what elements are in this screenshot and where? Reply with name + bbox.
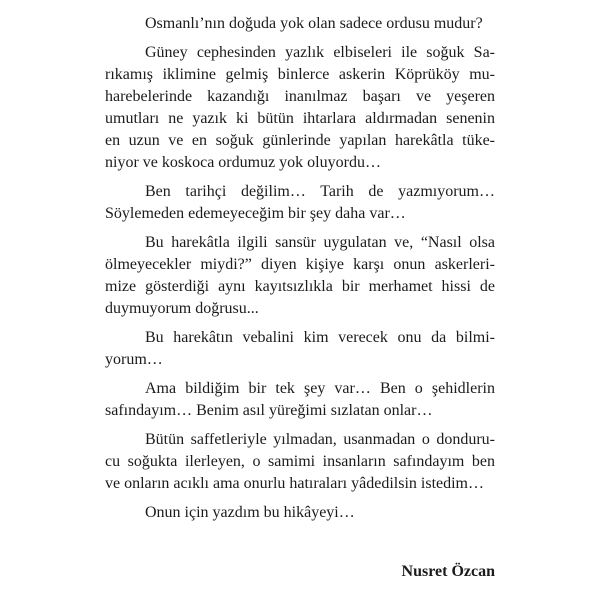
paragraph (105, 502, 495, 524)
text-block (105, 13, 495, 583)
text-line: Söylemeden edemeyeceğim bir şey daha var… (105, 205, 406, 222)
text-line: Ama bildiğim bir tek şey var… Ben o şehidlerin (145, 380, 495, 397)
paragraph (105, 181, 495, 225)
author-signature: Nusret Özcan (401, 563, 495, 580)
paragraph (105, 232, 495, 320)
text-line: cu soğukta ilerleyen, o samimi insanların safındayım ben (105, 453, 495, 470)
text-line: yorum… (105, 351, 163, 368)
text-line: Bu harekâtla ilgili sansür uygulatan ve, “Nasıl olsa (145, 234, 495, 251)
text-line: rıkamış iklimine gelmiş binlerce askerin Köprüköy mu- (105, 66, 495, 83)
text-line: en uzun ve en soğuk günlerinde yapılan harekâtla tüke- (105, 132, 495, 149)
text-line: Bütün saffetleriyle yılmadan, usanmadan o donduru- (145, 431, 495, 448)
text-line: niyor ve koskoca ordumuz yok oluyordu… (105, 154, 381, 171)
text-line: harebelerinde kazandığı inanılmaz başarı ve yeşeren (105, 88, 495, 105)
text-line: Osmanlı’nın doğuda yok olan sadece ordusu mudur? (145, 15, 483, 32)
text-line: duymuyorum doğrusu... (105, 300, 259, 317)
text-line: ve onların acıklı ama onurlu hatıraları yâdedilsin istedim… (105, 475, 484, 492)
paragraph (105, 42, 495, 174)
text-line: Bu harekâtın vebalini kim verecek onu da bilmi- (145, 329, 495, 346)
text-line: Ben tarihçi değilim… Tarih de yazmıyorum… (145, 183, 495, 200)
text-line: mize gösterdiği aynı kayıtsızlıkla bir merhamet hissi de (105, 278, 495, 295)
paragraph (105, 327, 495, 371)
paragraph (105, 378, 495, 422)
paragraph (105, 13, 495, 35)
text-line: safındayım… Benim asıl yüreğimi sızlatan onlar… (105, 402, 433, 419)
text-line: Onun için yazdım bu hikâyeyi… (145, 504, 355, 521)
paragraph (105, 429, 495, 495)
text-line: ölmeyecekler miydi?” diyen kişiye karşı onun askerleri- (105, 256, 495, 273)
text-line: Güney cephesinden yazlık elbiseleri ile soğuk Sa- (145, 44, 495, 61)
text-line: umutları ne yazık ki bütün ihtarlara aldırmadan senenin (105, 110, 495, 127)
